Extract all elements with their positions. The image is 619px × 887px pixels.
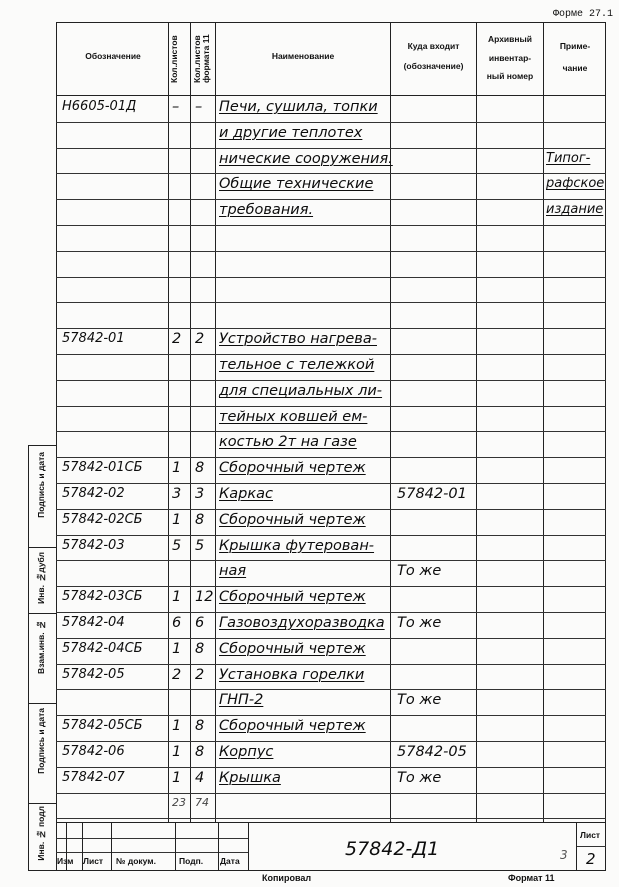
row-line [56, 173, 606, 174]
cell-name: Крышка футерован- [219, 537, 375, 554]
cell-sheets-a4: 2 [195, 331, 205, 348]
cell-sheets-a4: 8 [195, 511, 205, 528]
row-line [56, 483, 606, 484]
stamp-col [576, 822, 577, 871]
cell-designation: 57842-03 [62, 537, 125, 553]
cell-designation: 57842-07 [62, 769, 125, 785]
cell-name: костью 2т на газе [219, 434, 357, 451]
row-line [56, 509, 606, 510]
stamp-col [248, 822, 249, 871]
side-label-inv-dubl: Инв. №дубл [36, 552, 46, 604]
row-line [56, 354, 606, 355]
row-line [56, 199, 606, 200]
cell-designation: 57842-01СБ [62, 460, 143, 476]
stamp-line [56, 852, 248, 853]
row-line [56, 457, 606, 458]
row-line [56, 612, 606, 613]
cell-sheets-a4: 6 [195, 615, 205, 631]
cell-name: Общие технические [219, 176, 374, 193]
cell-name: Печи, сушила, топки [219, 99, 378, 115]
row-line [56, 277, 606, 278]
stamp-col [111, 822, 112, 871]
cell-where-used: То же [397, 769, 442, 786]
row-line [56, 638, 606, 639]
footer-copied: Копировал [262, 873, 312, 883]
cell-sheets: 3 [172, 486, 182, 502]
side-label-inv-podl: Инв. № подл [36, 806, 46, 861]
cell-sheets-a4: 3 [195, 486, 205, 502]
row-line [56, 251, 606, 252]
cell-note: Типог- [546, 150, 591, 166]
cell-name: тельное с тележкой [219, 357, 375, 373]
header-archive-1: Архивный [487, 34, 532, 44]
cell-designation: 57842-04 [62, 615, 125, 630]
cell-sheets: 1 [172, 511, 182, 528]
header-sheets: Кол.листов [169, 35, 179, 83]
cell-name: тейных ковшей ем- [219, 408, 368, 425]
header-archive-2: инвентар- [488, 53, 532, 63]
stamp-podp: Подп. [179, 856, 204, 866]
col-line [168, 22, 169, 822]
col-line [215, 22, 216, 822]
cell-name: Сборочный чертеж [219, 460, 366, 477]
cell-name: и другие теплотех [219, 124, 363, 141]
cell-sheets-a4: 5 [195, 537, 205, 554]
cell-sheets-a4: 8 [195, 640, 205, 657]
cell-note: рафское [546, 176, 605, 192]
extra-mark: 3 [560, 848, 568, 862]
row-line [56, 302, 606, 303]
cell-sheets: 1 [172, 640, 182, 657]
stamp-line [576, 846, 606, 847]
cell-name: Корпус [219, 744, 274, 760]
stamp-sheet-label: Лист [580, 830, 601, 840]
header-sheets-a4: Кол.листов формата 11 [192, 34, 211, 84]
cell-designation: 57842-02СБ [62, 511, 143, 527]
cell-where-used: 57842-01 [397, 486, 467, 502]
stamp-line [56, 838, 248, 839]
stamp-col [218, 822, 219, 871]
cell-sheets-a4: 4 [195, 769, 205, 786]
row-line [56, 741, 606, 742]
cell-sheets-a4: 74 [195, 795, 209, 809]
row-line [56, 664, 606, 665]
row-line [56, 767, 606, 768]
cell-name: Каркас [219, 486, 273, 502]
row-line [56, 380, 606, 381]
row-line [56, 560, 606, 561]
cell-designation: 57842-01 [62, 331, 125, 347]
cell-sheets-a4: 12 [195, 589, 214, 606]
cell-note: издание [546, 202, 604, 218]
cell-designation: 57842-05СБ [62, 718, 143, 734]
cell-sheets-a4: – [195, 99, 203, 115]
cell-name: Устройство нагрева- [219, 331, 377, 348]
stamp-izm: Изм [57, 856, 74, 866]
stamp-top-line [56, 822, 606, 823]
footer-format: Формат 11 [508, 873, 555, 883]
cell-designation: 57842-03СБ [62, 589, 143, 605]
cell-name: ГНП-2 [219, 692, 264, 709]
cell-name: Газовоздухоразводка [219, 615, 385, 631]
cell-sheets: 1 [172, 769, 182, 786]
cell-sheets: 1 [172, 589, 182, 606]
row-line [56, 328, 606, 329]
stamp-col [175, 822, 176, 871]
cell-designation: 57842-04СБ [62, 640, 143, 656]
row-line [56, 406, 606, 407]
side-label-sign-date-2: Подпись и дата [36, 708, 46, 774]
cell-sheets: – [172, 99, 180, 115]
cell-sheets-a4: 8 [195, 744, 205, 760]
col-line [390, 22, 391, 822]
cell-where-used: То же [397, 615, 442, 631]
cell-name: для специальных ли- [219, 382, 383, 399]
cell-sheets: 1 [172, 744, 182, 760]
cell-sheets-a4: 8 [195, 460, 205, 477]
form-number: Форме 27.1 [552, 9, 613, 20]
cell-where-used: То же [397, 692, 442, 709]
row-line [56, 148, 606, 149]
sheet-number: 2 [586, 850, 596, 868]
cell-name: Сборочный чертеж [219, 589, 366, 606]
cell-designation: 57842-02 [62, 486, 125, 501]
header-note-2: чание [562, 63, 588, 73]
row-line [56, 535, 606, 536]
cell-where-used: То же [397, 563, 442, 580]
side-label-sign-date: Подпись и дата [36, 452, 46, 518]
document-code: 57842-Д1 [345, 838, 440, 860]
row-line [56, 225, 606, 226]
cell-name: Сборочный чертеж [219, 718, 366, 735]
cell-name: нические сооружения. [219, 150, 393, 167]
stamp-doc-no: № докум. [116, 856, 156, 866]
row-line [56, 689, 606, 690]
cell-name: требования. [219, 202, 314, 219]
header-line [56, 95, 606, 96]
cell-sheets: 1 [172, 718, 182, 735]
row-line [56, 586, 606, 587]
cell-name: ная [219, 563, 247, 580]
row-line [56, 818, 606, 819]
cell-sheets-a4: 2 [195, 666, 205, 683]
row-line [56, 793, 606, 794]
col-line [543, 22, 544, 822]
header-designation: Обозначение [85, 51, 141, 61]
stamp-list: Лист [83, 856, 104, 866]
cell-sheets: 6 [172, 615, 182, 631]
header-where-used-2: (обозначение) [403, 61, 464, 71]
cell-name: Установка горелки [219, 666, 365, 683]
cell-sheets: 2 [172, 666, 182, 683]
header-archive-3: ный номер [486, 71, 534, 81]
cell-designation: 57842-06 [62, 744, 125, 759]
header-where-used-1: Куда входит [407, 41, 460, 51]
row-line [56, 122, 606, 123]
header-note-1: Приме- [559, 41, 591, 51]
cell-name: Сборочный чертеж [219, 511, 366, 528]
col-line [190, 22, 191, 822]
header-name: Наименование [271, 51, 335, 61]
cell-name: Сборочный чертеж [219, 640, 366, 657]
cell-where-used: 57842-05 [397, 744, 467, 760]
stamp-data: Дата [220, 856, 240, 866]
cell-sheets-a4: 8 [195, 718, 205, 735]
cell-name: Крышка [219, 769, 281, 786]
row-line [56, 715, 606, 716]
cell-designation: 57842-05 [62, 666, 125, 682]
cell-sheets: 5 [172, 537, 182, 554]
cell-sheets: 2 [172, 331, 182, 348]
cell-designation: Н6605-01Д [62, 99, 137, 114]
cell-sheets: 1 [172, 460, 182, 477]
col-line [476, 22, 477, 822]
row-line [56, 431, 606, 432]
side-label-vzam-inv: Взам.инв. № [36, 620, 46, 674]
cell-sheets: 23 [172, 795, 186, 809]
